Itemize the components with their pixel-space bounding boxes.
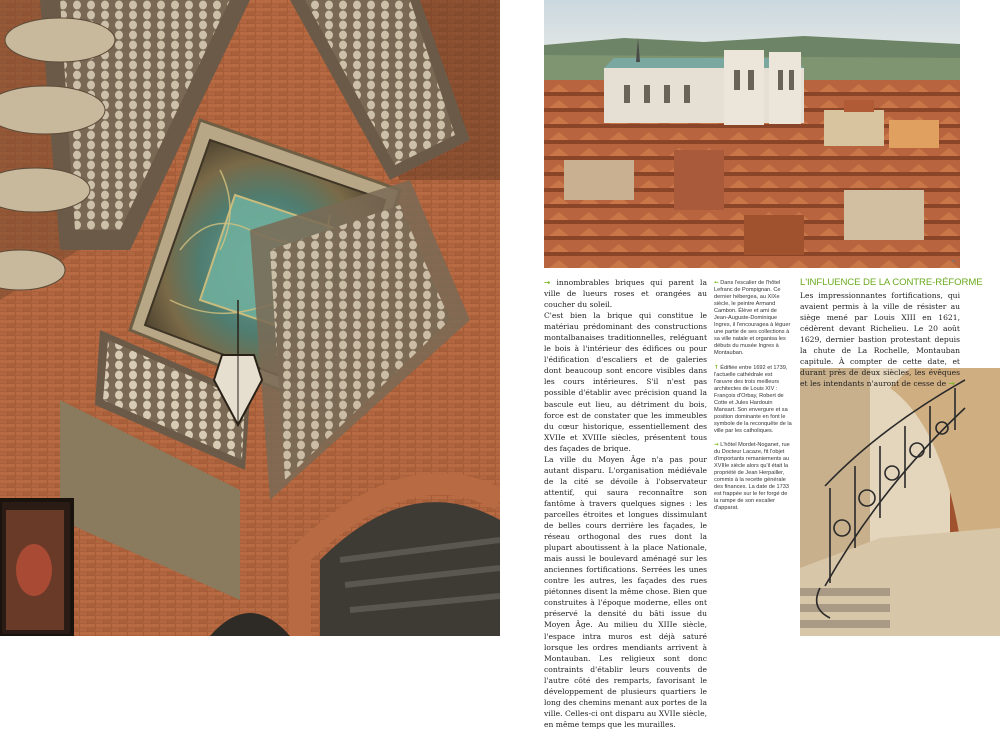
iron-railing-photo: [800, 368, 1000, 636]
lead-text: innombrables briques qui parent la ville de lueurs roses et orangées au coucher du soleil.: [544, 278, 707, 310]
right-arrow-icon: →: [714, 441, 719, 448]
caption-staircase: ← Dans l'escalier de l'hôtel Lefranc de Pompignan. Ce dernier hébergea, au XIXe siècle, le peintre Armand Cambon. Élève et ami de Jean-Auguste-Dominique Ingres, il l'encouragea à léguer une partie de ses collections à sa ville natale et organisa les débuts du musée Ingres à Montauban.: [714, 280, 791, 357]
staircase-photo: [0, 0, 500, 636]
section-heading: L'INFLUENCE DE LA CONTRE-RÉFORME: [800, 277, 983, 288]
photo-credit: ▪: [952, 258, 955, 263]
caption-cathedral: ↑ Édifiée entre 1692 et 1739, l'actuelle cathédrale est l'œuvre des trois meilleurs architectes de Louis XIV : François d'Orbay, Robert de Cotte et Jules Hardouin Mansart. Son envergure et sa position dominante en font le symbole de la reconquête de la ville par les catholiques.: [714, 364, 792, 434]
main-text-column: [544, 277, 707, 730]
rooftops-illustration: [544, 0, 960, 268]
right-arrow-icon: →: [544, 278, 551, 287]
up-arrow-icon: ↑: [714, 364, 719, 371]
paragraph-1: C'est bien la brique qui constitue le matériau prédominant des constructions montalbanaises traditionnelles, reléguant le bois à l'intérieur des édifices ou pour l'édification d'escaliers et de galeries dont beaucoup sont encore visibles dans les cours intérieures. S'il n'est pas possible d'établir avec précision quand la bascule eut lieu, au détriment du bois, force est de constater que les immeubles du cœur historique, essentiellement des XVIIe et XVIIIe siècles, présentent tous des façades de brique.: [544, 311, 707, 453]
section-text: Les impressionnantes fortifications, qui avaient permis à la ville de résister au siège mené par Louis XIII en 1621, cédèrent devant Richelieu. Le 20 août 1629, dernier bastion protestant depuis la chute de La Rochelle, Montauban capitule. À compter de cette date, et durant près de deux siècles, les évêques et les intendants n'auront de cesse de →: [800, 291, 960, 389]
continue-arrow-icon: →: [948, 379, 955, 389]
captions-column: [714, 280, 792, 519]
staircase-illustration: [0, 0, 500, 636]
caption-railing: → L'hôtel Mordet-Noganet, rue du Docteur Lacaze, fit l'objet d'importants remaniements au XVIIIe siècle alors qu'il était la propriété de Jean Herpailler, commis à la recette générale des finances. La date de 1733 est frappée sur le fer forgé de la rampe de son escalier d'apparat.: [714, 441, 790, 512]
cathedral-rooftops-photo: [544, 0, 960, 268]
page-gutter: [500, 0, 544, 636]
paragraph-2: La ville du Moyen Âge n'a pas pour autant disparu. L'organisation médiévale de la cité se dévoile à l'observateur attentif, qui saura reconnaître son fantôme à travers quelques signes : les parcelles étroites et longues dissimulant de belles cours derrière les façades, le réseau orthogonal des rues dont la plupart aboutissent à la place Nationale, mais aussi le boulevard aménagé sur les anciennes fortifications. Serrées les unes contre les autres, les façades des rues piétonnes disent la même chose. Bien que construites à l'époque moderne, elles ont préservé la densité du bâti issue du Moyen Âge. Au milieu du XIIIe siècle, l'espace intra muros est déjà saturé lorsque les ordres mendiants arrivent à Montauban. Les religieux sont donc contraints d'établir leurs couvents de l'autre côté des remparts, favorisant le développement de plusieurs quartiers le long des chemins menant aux portes de la ville. Celles-ci ont disparu au XVIIe siècle, en même temps que les murailles.: [544, 454, 707, 729]
left-arrow-icon: ←: [714, 280, 719, 286]
railing-illustration: [800, 368, 1000, 636]
lead-paragraph: [544, 277, 707, 310]
